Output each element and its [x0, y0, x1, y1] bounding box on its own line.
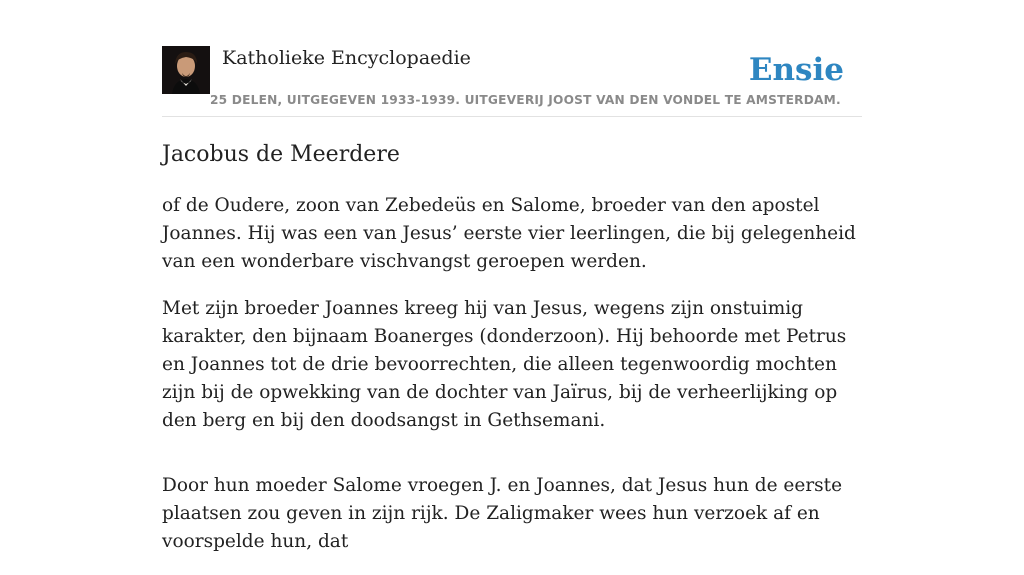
article-body [162, 192, 867, 575]
article-paragraph: Met zijn broeder Joannes kreeg hij van Jesus, wegens zijn onstuimig karakter, den bijnaam Boanerges (donderzoon). Hij behoorde met Petrus en Joannes tot de drie bevoorrechten, die alleen tegenwoordig mochten zijn bij de opwekking van de dochter van Jaïrus, bij de verheerlijking op den berg en bij den doodsangst in Gethsemani. [162, 298, 847, 431]
ensie-logo-link[interactable]: Ensie [748, 52, 844, 88]
source-title[interactable]: Katholieke Encyclopaedie [222, 47, 471, 69]
portrait-avatar-icon[interactable] [162, 46, 210, 94]
source-subtitle: 25 DELEN, UITGEGEVEN 1933-1939. UITGEVERIJ JOOST VAN DEN VONDEL TE AMSTERDAM. [210, 93, 841, 107]
source-header [162, 46, 862, 117]
article-title: Jacobus de Meerdere [162, 142, 400, 167]
article-paragraph: Door hun moeder Salome vroegen J. en Joannes, dat Jesus hun de eerste plaatsen zou geven in zijn rijk. De Zaligmaker wees hun verzoek af en voorspelde hun, dat [162, 475, 843, 552]
article-paragraph: of de Oudere, zoon van Zebedeüs en Salome, broeder van den apostel Joannes. Hij was een van Jesus’ eerste vier leerlingen, die bij gelegenheid van een wonderbare vischvangst geroepen werden. [162, 195, 856, 272]
